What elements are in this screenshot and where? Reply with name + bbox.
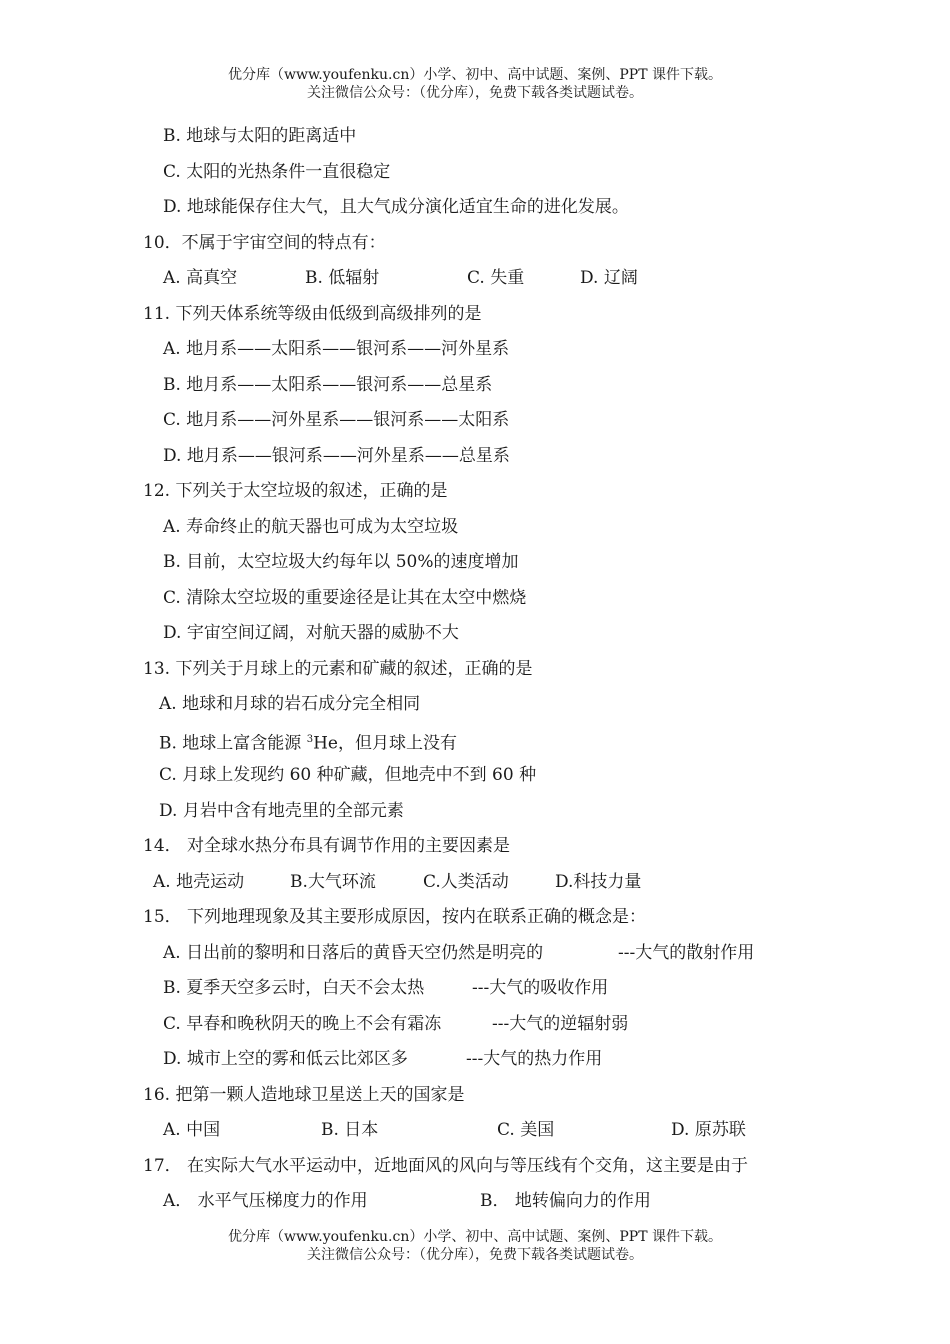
q12-option-a: A. 寿命终止的航天器也可成为太空垃圾 xyxy=(163,517,459,537)
q17-option-a: A． 水平气压梯度力的作用 xyxy=(163,1191,368,1211)
q10-stem: 10．不属于宇宙空间的特点有： xyxy=(143,233,386,253)
q10-option-d: D. 辽阔 xyxy=(580,268,638,288)
q13-option-b-text-end: He，但月球上没有 xyxy=(313,733,457,754)
q10-option-a: A. 高真空 xyxy=(163,268,238,288)
q15-option-b-reason: ---大气的吸收作用 xyxy=(472,978,609,998)
q16-option-c: C. 美国 xyxy=(497,1120,555,1140)
q16-option-b: B. 日本 xyxy=(321,1120,379,1140)
q15-option-d-reason: ---大气的热力作用 xyxy=(466,1049,603,1069)
q13-option-b-superscript: 3 xyxy=(306,734,314,745)
page-header xyxy=(0,66,950,102)
q14-option-b: B.大气环流 xyxy=(290,872,376,892)
q14-option-a: A. 地壳运动 xyxy=(153,872,245,892)
q9-option-b: B. 地球与太阳的距离适中 xyxy=(163,126,357,146)
footer-line-1: 优分库（www.youfenku.cn）小学、初中、高中试题、案例、PPT 课件下载。 xyxy=(227,1229,722,1245)
q15-option-b: B. 夏季天空多云时，白天不会太热 xyxy=(163,978,425,998)
q10-option-c: C. 失重 xyxy=(467,268,525,288)
footer-line-2: 关注微信公众号：（优分库），免费下载各类试题试卷。 xyxy=(307,1247,643,1263)
q14-option-c: C.人类活动 xyxy=(423,872,509,892)
header-line-1: 优分库（www.youfenku.cn）小学、初中、高中试题、案例、PPT 课件下载。 xyxy=(227,67,722,83)
q12-option-c: C. 清除太空垃圾的重要途径是让其在太空中燃烧 xyxy=(163,588,527,608)
q12-stem: 12. 下列关于太空垃圾的叙述，正确的是 xyxy=(143,481,448,501)
q16-option-a: A. 中国 xyxy=(163,1120,221,1140)
q17-stem: 17． 在实际大气水平运动中，近地面风的风向与等压线有个交角，这主要是由于 xyxy=(143,1156,749,1176)
header-line-2: 关注微信公众号：（优分库），免费下载各类试题试卷。 xyxy=(307,85,643,101)
q9-option-d: D. 地球能保存住大气，且大气成分演化适宜生命的进化发展。 xyxy=(163,197,629,217)
q11-option-b: B. 地月系——太阳系——银河系——总星系 xyxy=(163,375,493,395)
q17-option-b: B． 地转偏向力的作用 xyxy=(480,1191,651,1211)
q13-stem: 13. 下列关于月球上的元素和矿藏的叙述，正确的是 xyxy=(143,659,533,679)
q11-option-d: D. 地月系——银河系——河外星系——总星系 xyxy=(163,446,510,466)
q15-option-c: C. 早春和晚秋阴天的晚上不会有霜冻 xyxy=(163,1014,442,1034)
q14-option-d: D.科技力量 xyxy=(555,872,642,892)
q16-stem: 16. 把第一颗人造地球卫星送上天的国家是 xyxy=(143,1085,465,1105)
q13-option-b-text: B. 地球上富含能源 xyxy=(159,733,307,754)
q15-option-a-reason: ---大气的散射作用 xyxy=(618,943,755,963)
q15-option-d: D. 城市上空的雾和低云比郊区多 xyxy=(163,1049,408,1069)
q16-option-d: D. 原苏联 xyxy=(671,1120,746,1140)
q9-option-c: C. 太阳的光热条件一直很稳定 xyxy=(163,162,391,182)
q11-option-c: C. 地月系——河外星系——银河系——太阳系 xyxy=(163,410,510,430)
q15-option-a: A. 日出前的黎明和日落后的黄昏天空仍然是明亮的 xyxy=(163,943,544,963)
q15-option-c-reason: ---大气的逆辐射弱 xyxy=(492,1014,629,1034)
q14-stem: 14． 对全球水热分布具有调节作用的主要因素是 xyxy=(143,836,511,856)
q11-option-a: A. 地月系——太阳系——银河系——河外星系 xyxy=(163,339,510,359)
q10-option-b: B. 低辐射 xyxy=(305,268,380,288)
q13-option-d: D. 月岩中含有地壳里的全部元素 xyxy=(159,801,404,821)
q11-stem: 11. 下列天体系统等级由低级到高级排列的是 xyxy=(143,304,482,324)
q12-option-d: D. 宇宙空间辽阔，对航天器的威胁不大 xyxy=(163,623,459,643)
q13-option-b xyxy=(159,729,457,755)
page-footer xyxy=(0,1228,950,1264)
q13-option-a: A. 地球和月球的岩石成分完全相同 xyxy=(159,694,421,714)
q15-stem: 15． 下列地理现象及其主要形成原因，按内在联系正确的概念是： xyxy=(143,907,647,927)
q13-option-c: C. 月球上发现约 60 种矿藏，但地壳中不到 60 种 xyxy=(159,765,537,785)
q12-option-b: B. 目前，太空垃圾大约每年以 50%的速度增加 xyxy=(163,552,519,572)
